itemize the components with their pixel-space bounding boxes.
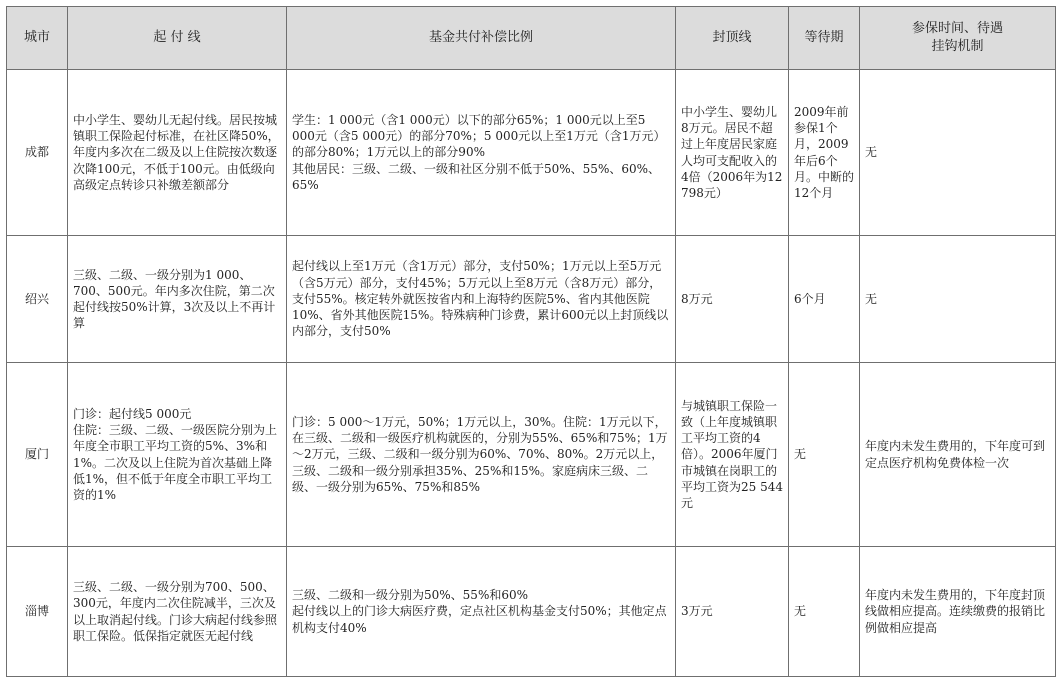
header-wait: 等待期 [789,7,860,70]
link-cell: 年度内未发生费用的，下年度可到定点医疗机构免费体检一次 [860,363,1056,547]
table-row [7,547,1056,677]
city-cell: 成都 [7,70,68,236]
city-cell: 淄博 [7,547,68,677]
wait-cell: 无 [789,547,860,677]
cap-cell: 8万元 [676,236,789,363]
table-row [7,70,1056,236]
table-row [7,363,1056,547]
ratio-cell: 三级、二级和一级分别为50%、55%和60% 起付线以上的门诊大病医疗费，定点社区机构基金支付50%；其他定点机构支付40% [287,547,676,677]
cap-cell: 3万元 [676,547,789,677]
ratio-cell: 学生：1 000元（含1 000元）以下的部分65%；1 000元以上至5 000元（含5 000元）的部分70%；5 000元以上至1万元（含1万元）的部分80%；1万元以上的部分90% 其他居民：三级、二级、一级和社区分别不低于50%、55%、60%、65% [287,70,676,236]
header-row [7,7,1056,70]
header-ratio: 基金共付补偿比例 [287,7,676,70]
cap-cell: 中小学生、婴幼儿8万元。居民不超过上年度居民家庭人均可支配收入的4倍（2006年为12 798元） [676,70,789,236]
city-cell: 绍兴 [7,236,68,363]
header-link: 参保时间、待遇 挂钩机制 [860,7,1056,70]
wait-cell: 2009年前参保1个月，2009年后6个月。中断的12个月 [789,70,860,236]
ratio-cell: 门诊：5 000～1万元，50%；1万元以上，30%。住院：1万元以下，在三级、二级和一级医疗机构就医的，分别为55%、65%和75%；1万～2万元，三级、二级和一级分别为60%、70%、80%。2万元以上，三级、二级和一级分别承担35%、25%和15%。家庭病床三级、二级、一级分别为65%、75%和85% [287,363,676,547]
link-cell: 无 [860,70,1056,236]
threshold-cell: 中小学生、婴幼儿无起付线。居民按城镇职工保险起付标准，在社区降50%，年度内多次在二级及以上住院按次数逐次降100元，不低于100元。由低级向高级定点转诊只补缴差额部分 [68,70,287,236]
threshold-cell: 三级、二级、一级分别为700、500、300元，年度内二次住院减半，三次及以上取消起付线。门诊大病起付线参照职工保险。低保指定就医无起付线 [68,547,287,677]
wait-cell: 6个月 [789,236,860,363]
ratio-cell: 起付线以上至1万元（含1万元）部分，支付50%；1万元以上至5万元（含5万元）部分，支付45%；5万元以上至8万元（含8万元）部分，支付55%。核定转外就医按省内和上海特约医院5%、省内其他医院10%、省外其他医院15%。特殊病种门诊费，累计600元以上封顶线以内部分，支付50% [287,236,676,363]
city-cell: 厦门 [7,363,68,547]
table-row [7,236,1056,363]
wait-cell: 无 [789,363,860,547]
header-threshold: 起 付 线 [68,7,287,70]
header-city: 城市 [7,7,68,70]
threshold-cell: 三级、二级、一级分别为1 000、700、500元。年内多次住院，第二次起付线按50%计算，3次及以上不再计算 [68,236,287,363]
link-cell: 年度内未发生费用的，下年度封顶线做相应提高。连续缴费的报销比例做相应提高 [860,547,1056,677]
insurance-comparison-table [6,6,1056,677]
threshold-cell: 门诊：起付线5 000元 住院：三级、二级、一级医院分别为上年度全市职工平均工资的5%、3%和1%。二次及以上住院为首次基础上降低1%，但不低于年度全市职工平均工资的1% [68,363,287,547]
cap-cell: 与城镇职工保险一致（上年度城镇职工平均工资的4倍）。2006年厦门市城镇在岗职工的平均工资为25 544元 [676,363,789,547]
link-cell: 无 [860,236,1056,363]
header-cap: 封顶线 [676,7,789,70]
